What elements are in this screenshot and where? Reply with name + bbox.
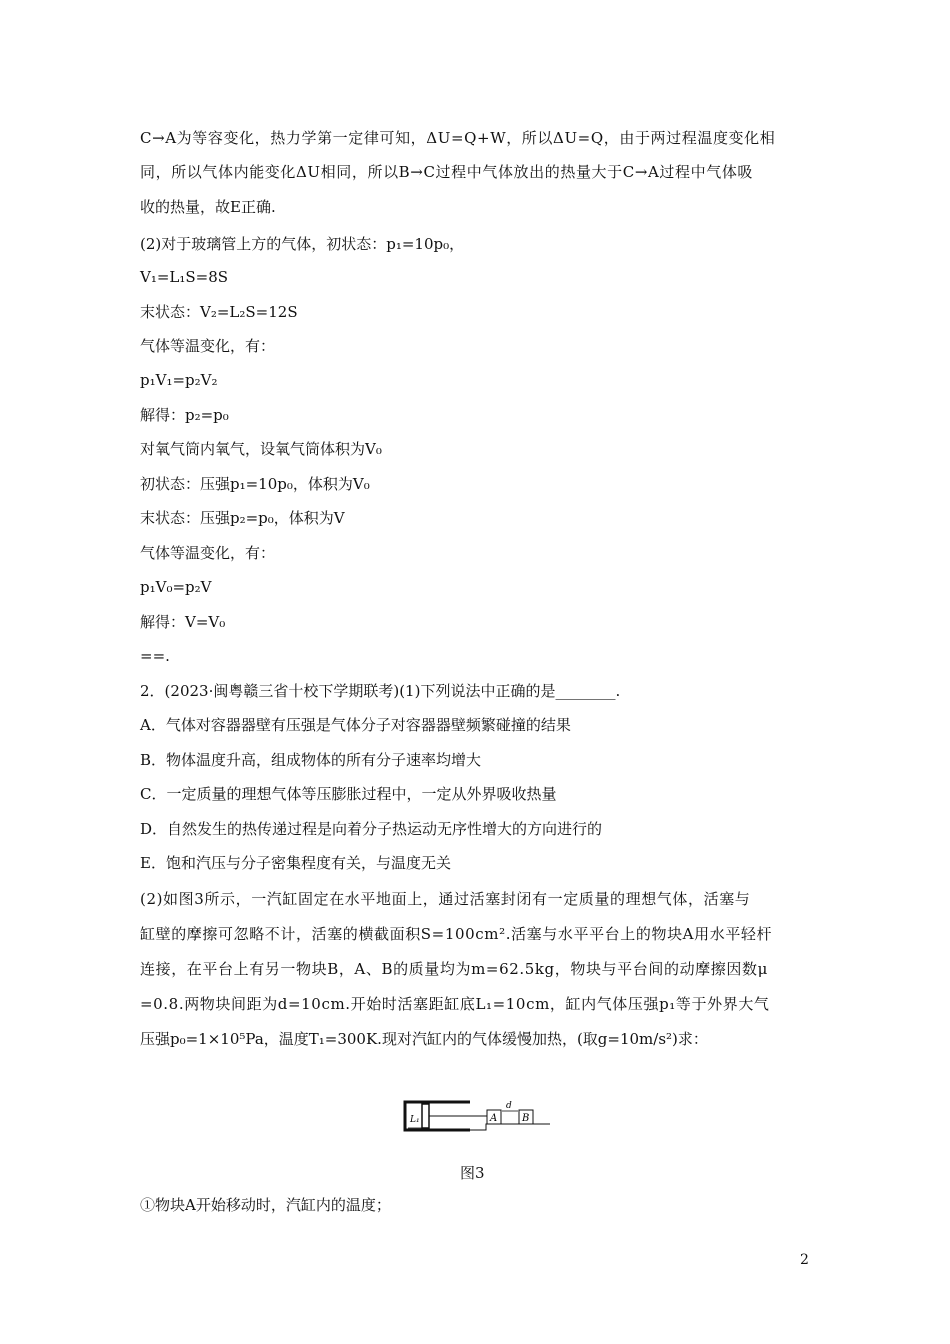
question-2-part-2-line-1: (2)如图3所示，一汽缸固定在水平地面上，通过活塞封闭有一定质量的理想气体，活塞与 (140, 890, 751, 908)
text-line-13: 气体等温变化，有： (140, 544, 276, 562)
text-line-10: 对氧气筒内氧气，设氧气筒体积为V₀ (140, 440, 382, 458)
text-line-8: p₁V₁=p₂V₂ (140, 371, 218, 389)
question-2-stem: 2．(2023·闽粤赣三省十校下学期联考)(1)下列说法中正确的是________. (140, 682, 621, 700)
piston (422, 1104, 429, 1128)
option-b: B．物体温度升高，组成物体的所有分子速率均增大 (140, 751, 482, 769)
platform (470, 1124, 550, 1130)
text-line-11: 初状态：压强p₁=10p₀，体积为V₀ (140, 475, 370, 493)
text-line-15: 解得：V=V₀ (140, 613, 226, 631)
question-2-part-2-line-4: =0.8.两物块间距为d=10cm.开始时活塞距缸底L₁=10cm，缸内气体压强p₁等于外界大气 (140, 995, 770, 1013)
option-a: A．气体对容器器壁有压强是气体分子对容器器壁频繁碰撞的结果 (140, 716, 571, 734)
text-line-16: ==. (140, 647, 170, 665)
text-line-6: 末状态：V₂=L₂S=12S (140, 303, 298, 321)
label-d: d (506, 1101, 512, 1111)
page-number: 2 (800, 1252, 809, 1268)
figure-caption: 图3 (460, 1164, 485, 1182)
text-line-7: 气体等温变化，有： (140, 337, 276, 355)
label-a: A (490, 1113, 498, 1124)
figure-3-cylinder-diagram (400, 1098, 560, 1138)
text-line-9: 解得：p₂=p₀ (140, 406, 229, 424)
text-line-5: V₁=L₁S=8S (140, 268, 229, 286)
sub-question-1: ①物块A开始移动时，汽缸内的温度； (140, 1196, 391, 1214)
text-line-12: 末状态：压强p₂=p₀，体积为V (140, 509, 345, 527)
question-2-part-2-line-5: 压强p₀=1×10⁵Pa，温度T₁=300K.现对汽缸内的气体缓慢加热，(取g=10m/s²)求： (140, 1030, 708, 1048)
text-line-14: p₁V₀=p₂V (140, 578, 212, 596)
option-c: C．一定质量的理想气体等压膨胀过程中，一定从外界吸收热量 (140, 785, 557, 803)
question-2-part-2-line-2: 缸壁的摩擦可忽略不计，活塞的横截面积S=100cm².活塞与水平平台上的物块A用水平轻杆 (140, 925, 773, 943)
question-2-part-2-line-3: 连接，在平台上有另一物块B，A、B的质量均为m=62.5kg，物块与平台间的动摩擦因数μ (140, 960, 768, 978)
text-line-1: C→A为等容变化，热力学第一定律可知，ΔU=Q+W，所以ΔU=Q，由于两过程温度变化相 (140, 129, 776, 147)
option-d: D．自然发生的热传递过程是向着分子热运动无序性增大的方向进行的 (140, 820, 603, 838)
option-e: E．饱和汽压与分子密集程度有关，与温度无关 (140, 854, 451, 872)
label-l1: L₁ (410, 1115, 420, 1125)
text-line-4: (2)对于玻璃管上方的气体，初状态：p₁=10p₀， (140, 235, 465, 253)
text-line-3: 收的热量，故E正确. (140, 198, 276, 216)
text-line-2: 同，所以气体内能变化ΔU相同，所以B→C过程中气体放出的热量大于C→A过程中气体吸 (140, 163, 754, 181)
label-b: B (522, 1113, 530, 1124)
